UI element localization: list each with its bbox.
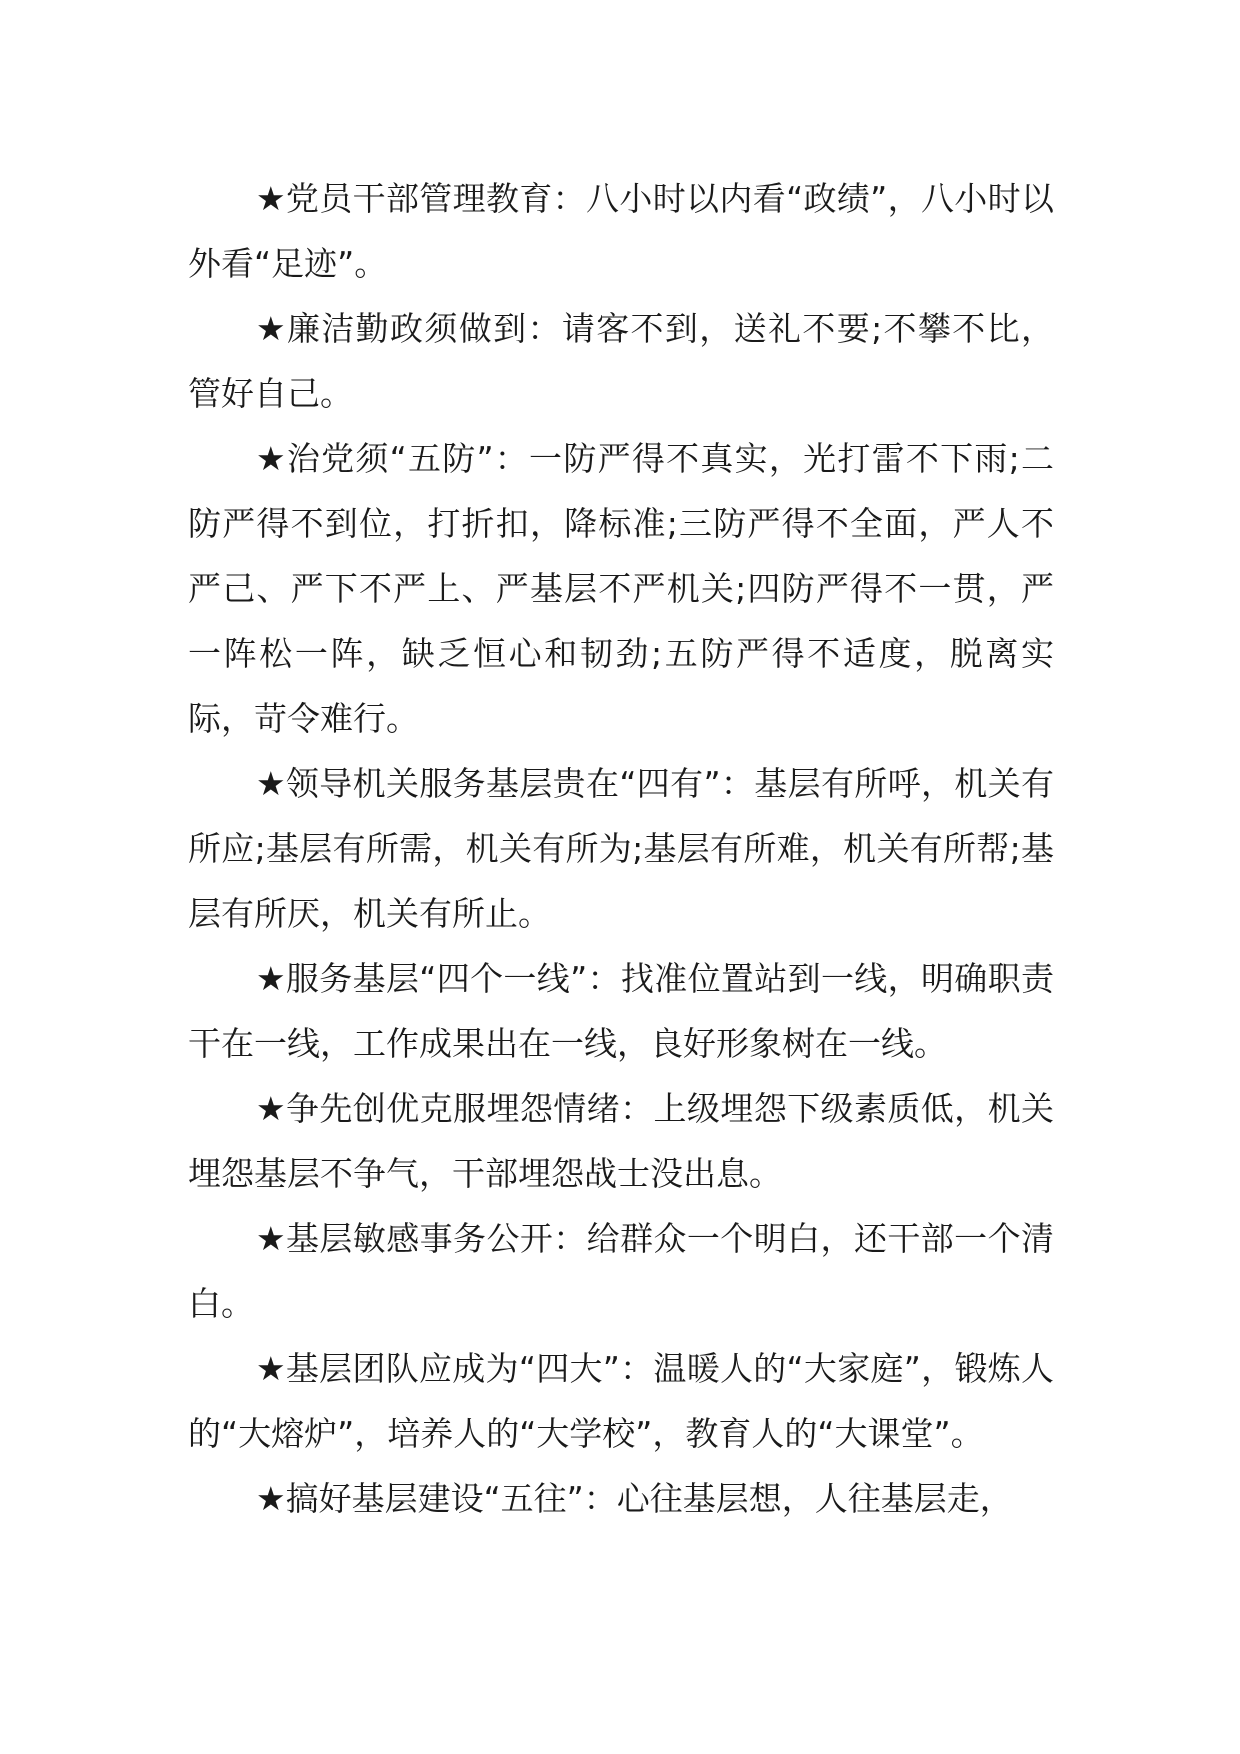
paragraph-five-towards: ★搞好基层建设“五往”：心往基层想，人往基层走， xyxy=(256,1479,1013,1518)
paragraph-five-preventions: ★治党须“五防”：一防严得不真实，光打雷不下雨;二防严得不到位，打折扣，降标准;三防严得不全面，严人不严己、严下不严上、严基层不严机关;四防严得不一贯，严一阵松一阵，缺乏恒心和韧劲;五防严得不适度，脱离实际，苛令难行。 xyxy=(188,439,1054,738)
paragraph-four-bigs: ★基层团队应成为“四大”：温暖人的“大家庭”，锻炼人的“大熔炉”，培养人的“大学校”，教育人的“大课堂”。 xyxy=(188,1349,1054,1453)
paragraph-affairs-disclosure: ★基层敏感事务公开：给群众一个明白，还干部一个清白。 xyxy=(188,1219,1054,1323)
paragraph-four-frontlines: ★服务基层“四个一线”：找准位置站到一线，明确职责干在一线，工作成果出在一线，良好形象树在一线。 xyxy=(188,959,1054,1063)
document-body xyxy=(188,166,1054,1531)
paragraph-cadre-management: ★党员干部管理教育：八小时以内看“政绩”，八小时以外看“足迹”。 xyxy=(188,179,1054,283)
paragraph-clean-government: ★廉洁勤政须做到：请客不到，送礼不要;不攀不比，管好自己。 xyxy=(188,309,1054,413)
paragraph-four-haves: ★领导机关服务基层贵在“四有”：基层有所呼，机关有所应;基层有所需，机关有所为;基层有所难，机关有所帮;基层有所厌，机关有所止。 xyxy=(188,764,1054,933)
paragraph-complaints: ★争先创优克服埋怨情绪：上级埋怨下级素质低，机关埋怨基层不争气，干部埋怨战士没出息。 xyxy=(188,1089,1054,1193)
